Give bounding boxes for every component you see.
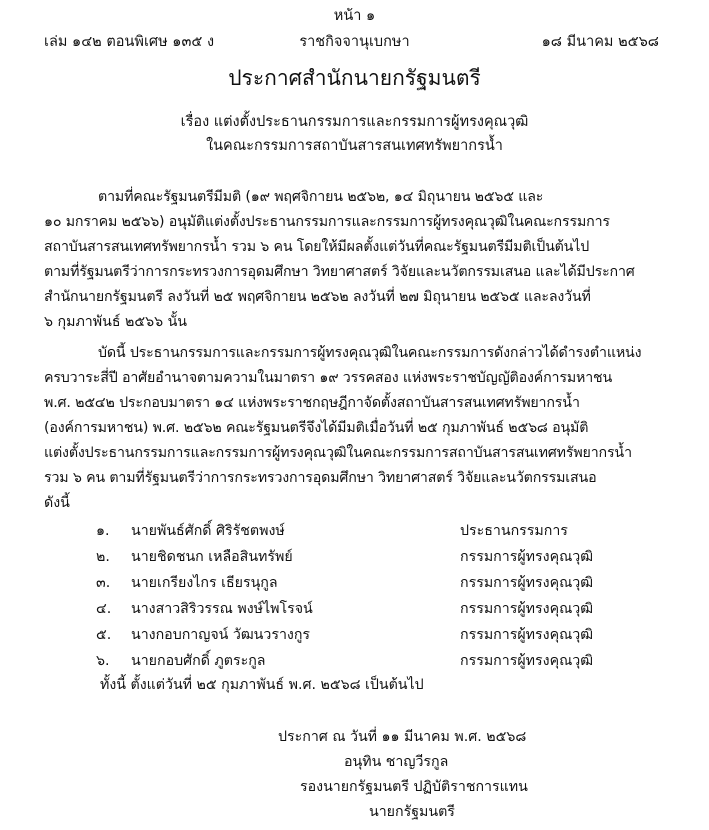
member-number: ๑.: [96, 523, 110, 539]
paragraph-line: ครบวาระสี่ปี อาศัยอำนาจตามความในมาตรา ๑๙ วรรคสอง แห่งพระราชบัญญัติองค์การมหาชน: [44, 370, 613, 386]
announcement-date: ประกาศ ณ วันที่ ๑๑ มีนาคม พ.ศ. ๒๕๖๘: [278, 729, 527, 745]
paragraph-line: ตามที่คณะรัฐมนตรีมีมติ (๑๙ พฤศจิกายน ๒๕๖๒, ๑๔ มิถุนายน ๒๕๖๕ และ: [98, 189, 544, 205]
effective-date-line: ทั้งนี้ ตั้งแต่วันที่ ๒๕ กุมภาพันธ์ พ.ศ. ๒๕๖๘ เป็นต้นไป: [100, 677, 424, 693]
document-title: ประกาศสำนักนายกรัฐมนตรี: [228, 66, 481, 90]
member-name: นายพันธ์ศักดิ์ ศิริรัชตพงษ์: [131, 523, 285, 539]
paragraph-line: ดังนี้: [44, 495, 70, 511]
member-position: กรรมการผู้ทรงคุณวุฒิ: [460, 575, 594, 591]
member-number: ๖.: [96, 653, 110, 669]
volume-info: เล่ม ๑๔๒ ตอนพิเศษ ๑๓๕ ง: [44, 34, 215, 50]
signatory-role: รองนายกรัฐมนตรี ปฏิบัติราชการแทน: [300, 779, 528, 795]
member-position: กรรมการผู้ทรงคุณวุฒิ: [460, 601, 594, 617]
paragraph-line: รวม ๖ คน ตามที่รัฐมนตรีว่าการกระทรวงการอุดมศึกษา วิทยาศาสตร์ วิจัยและนวัตกรรมเสนอ: [44, 470, 597, 486]
subtitle-line: ในคณะกรรมการสถาบันสารสนเทศทรัพยากรน้ำ: [206, 138, 503, 154]
page-number: หน้า ๑: [333, 8, 376, 24]
paragraph-line: ๑๐ มกราคม ๒๕๖๖) อนุมัติแต่งตั้งประธานกรรมการและกรรมการผู้ทรงคุณวุฒิในคณะกรรมการ: [44, 214, 610, 230]
publication-name: ราชกิจจานุเบกษา: [299, 34, 410, 50]
member-name: นายเกรียงไกร เธียรนุกูล: [131, 575, 278, 591]
paragraph-line: พ.ศ. ๒๕๔๒ ประกอบมาตรา ๑๔ แห่งพระราชกฤษฎีกาจัดตั้งสถาบันสารสนเทศทรัพยากรน้ำ: [44, 395, 580, 411]
member-number: ๔.: [96, 601, 112, 617]
paragraph-line: ตามที่รัฐมนตรีว่าการกระทรวงการอุดมศึกษา วิทยาศาสตร์ วิจัยและนวัตกรรมเสนอ และได้มีประกาศ: [44, 264, 635, 280]
member-number: ๒.: [96, 549, 110, 565]
member-position: กรรมการผู้ทรงคุณวุฒิ: [460, 549, 594, 565]
paragraph-line: แต่งตั้งประธานกรรมการและกรรมการผู้ทรงคุณวุฒิในคณะกรรมการสถาบันสารสนเทศทรัพยากรน้ำ: [44, 445, 632, 461]
paragraph-line: บัดนี้ ประธานกรรมการและกรรมการผู้ทรงคุณวุฒิในคณะกรรมการดังกล่าวได้ดำรงตำแหน่ง: [98, 345, 642, 361]
paragraph-line: (องค์การมหาชน) พ.ศ. ๒๕๖๒ คณะรัฐมนตรีจึงได้มีมติเมื่อวันที่ ๒๕ กุมภาพันธ์ ๒๕๖๘ อนุมัติ: [44, 420, 589, 436]
paragraph-line: สำนักนายกรัฐมนตรี ลงวันที่ ๒๕ พฤศจิกายน ๒๕๖๒ ลงวันที่ ๒๗ มิถุนายน ๒๕๖๕ และลงวันที่: [44, 289, 591, 305]
member-name: นางสาวสิริวรรณ พงษ์ไพโรจน์: [131, 601, 313, 617]
publication-date: ๑๘ มีนาคม ๒๕๖๘: [541, 34, 659, 50]
member-name: นายกอบศักดิ์ ภูตระกูล: [131, 653, 266, 669]
signatory-title: นายกรัฐมนตรี: [369, 804, 455, 820]
paragraph-line: สถาบันสารสนเทศทรัพยากรน้ำ รวม ๖ คน โดยให้มีผลตั้งแต่วันที่คณะรัฐมนตรีมีมติเป็นต้นไป: [44, 239, 590, 255]
member-position: กรรมการผู้ทรงคุณวุฒิ: [460, 627, 594, 643]
member-number: ๕.: [96, 627, 112, 643]
member-name: นายชิดชนก เหลือสินทรัพย์: [131, 549, 293, 565]
signatory-name: อนุทิน ชาญวีรกูล: [344, 754, 449, 770]
subtitle-line: เรื่อง แต่งตั้งประธานกรรมการและกรรมการผู้ทรงคุณวุฒิ: [180, 114, 529, 130]
member-name: นางกอบกาญจน์ วัฒนวรางกูร: [131, 627, 311, 643]
member-position: กรรมการผู้ทรงคุณวุฒิ: [460, 653, 594, 669]
paragraph-line: ๖ กุมภาพันธ์ ๒๕๖๖ นั้น: [44, 314, 188, 330]
member-position: ประธานกรรมการ: [460, 523, 568, 539]
member-number: ๓.: [96, 575, 111, 591]
